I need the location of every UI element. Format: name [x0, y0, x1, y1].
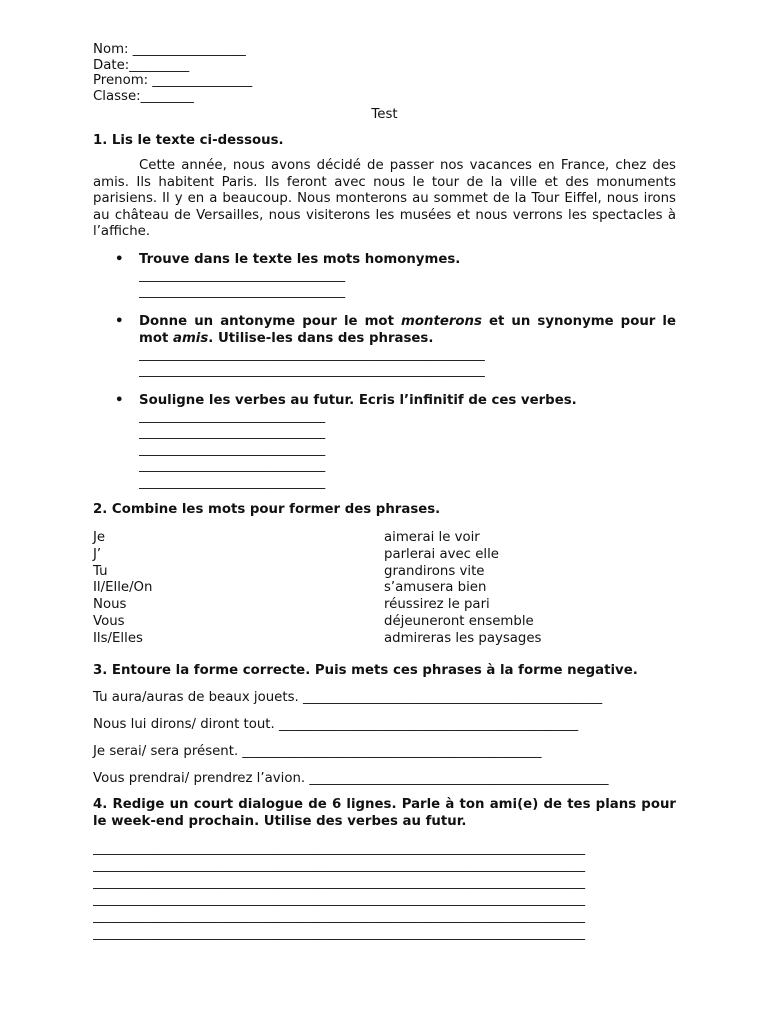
bullet-icon: •	[115, 313, 124, 329]
answer-line: _______________________________	[139, 284, 346, 299]
task-antonym-part: et un synonyme pour le mot	[139, 313, 676, 346]
combine-table	[93, 530, 676, 648]
header-block	[93, 42, 676, 123]
predicate-item: aimerai le voir	[384, 530, 480, 545]
sentence-item: Je serai/ sera présent. _____________________________________________	[93, 743, 542, 759]
task-antonym-synonym	[93, 313, 676, 380]
section-4-heading: 4. Redige un court dialogue de 6 lignes. Parle à ton ami(e) de tes plans pour le week-end prochain. Utilise des verbes au futur.	[93, 796, 676, 829]
answer-line: ____________________________	[139, 441, 326, 457]
task-antonym-text	[139, 313, 676, 347]
section-3	[93, 662, 676, 787]
answer-line: ____________________________	[139, 458, 326, 473]
bullet-icon: •	[115, 251, 124, 267]
task-word-amis: amis	[172, 330, 209, 346]
answer-line: ____________________________	[139, 408, 326, 424]
section-2-heading: 2. Combine les mots pour former des phrases.	[93, 502, 441, 517]
predicate-item: grandirons vite	[384, 563, 485, 579]
dialogue-line: __________________________________________________________________________	[93, 891, 585, 907]
subject-item: Nous	[93, 597, 127, 613]
section-3-heading: 3. Entoure la forme correcte. Puis mets ces phrases à la forme negative.	[93, 662, 638, 678]
task-list	[93, 251, 676, 492]
section-2	[93, 501, 676, 648]
predicate-item: admireras les paysages	[384, 630, 542, 646]
answer-line: ____________________________________________________	[139, 346, 485, 362]
predicates-column	[384, 530, 541, 648]
dialogue-line: __________________________________________________________________________	[93, 874, 585, 890]
dialogue-line: __________________________________________________________________________	[93, 857, 585, 873]
answer-line: _______________________________	[139, 267, 346, 283]
sentence-item: Vous prendrai/ prendrez l’avion. _____________________________________________	[93, 770, 609, 786]
predicate-item: s’amusera bien	[384, 580, 487, 596]
reading-paragraph-text: Cette année, nous avons décidé de passer nos vacances en France, chez des amis. Ils habitent Paris. Ils feront avec nous le tour de la ville et des monuments parisiens. Il y en a beaucoup. Nous monterons au sommet de la Tour Eiffel, nous irons au château de Versailles, nous visiterons les musées et nous verrons les spectacles à l’affiche.	[93, 158, 676, 239]
classe-field: Classe:________	[93, 88, 194, 104]
bullet-icon: •	[115, 392, 124, 408]
task-homonyms	[93, 251, 676, 301]
dialogue-line: __________________________________________________________________________	[93, 908, 585, 924]
subject-item: Tu	[93, 563, 108, 579]
task-future-text: Souligne les verbes au futur. Ecris l’infinitif de ces verbes.	[139, 392, 577, 408]
predicate-item: déjeuneront ensemble	[384, 613, 534, 629]
task-word-monterons: monterons	[401, 313, 482, 329]
sentence-item: Nous lui dirons/ diront tout. _____________________________________________	[93, 716, 579, 732]
subject-item: Je	[93, 530, 106, 545]
task-future-verbs	[93, 392, 676, 492]
dialogue-line: __________________________________________________________________________	[93, 925, 585, 941]
reading-paragraph	[93, 158, 676, 241]
section-1-heading: 1. Lis le texte ci-dessous.	[93, 133, 284, 148]
dialogue-line: __________________________________________________________________________	[93, 840, 585, 856]
nom-field: Nom: _________________	[93, 42, 246, 57]
date-field: Date:_________	[93, 57, 190, 73]
subjects-column	[93, 530, 384, 648]
subject-item: Ils/Elles	[93, 630, 143, 646]
answer-line: ____________________________	[139, 425, 326, 440]
subject-item: Il/Elle/On	[93, 580, 153, 596]
answer-line: ____________________________	[139, 474, 326, 490]
section-1	[93, 132, 676, 491]
page-title: Test	[371, 107, 398, 122]
predicate-item: réussirez le pari	[384, 597, 490, 613]
task-antonym-part: . Utilise-les dans des phrases.	[208, 330, 434, 346]
section-4	[93, 796, 676, 942]
answer-line: ____________________________________________________	[139, 363, 485, 378]
subject-item: J’	[93, 546, 102, 562]
prenom-field: Prenom: _______________	[93, 73, 253, 88]
predicate-item: parlerai avec elle	[384, 546, 499, 562]
subject-item: Vous	[93, 613, 125, 629]
sentence-item: Tu aura/auras de beaux jouets. _____________________________________________	[93, 689, 603, 705]
worksheet-page	[93, 42, 676, 942]
task-antonym-part: Donne un antonyme pour le mot	[139, 313, 401, 329]
task-homonyms-text: Trouve dans le texte les mots homonymes.	[139, 251, 461, 267]
dialogue-lines	[93, 840, 676, 942]
